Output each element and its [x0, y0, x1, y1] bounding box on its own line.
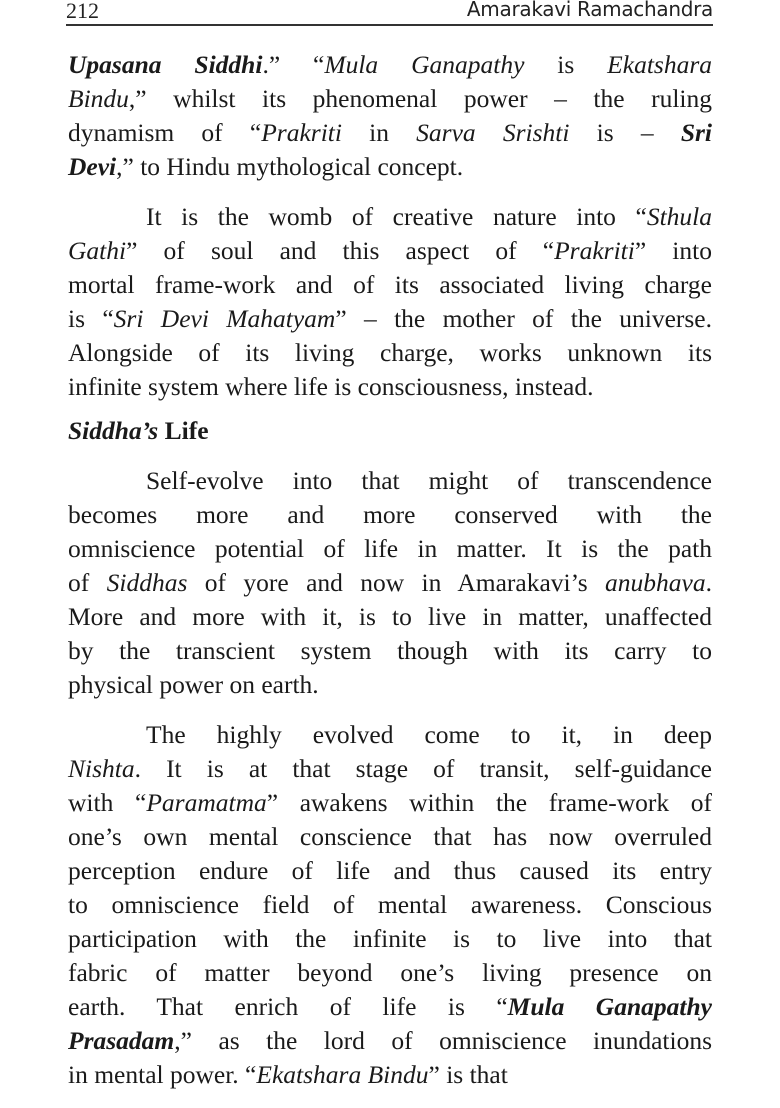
- text-line: participation with the infinite is to live into that: [68, 924, 712, 953]
- paragraph-4: [68, 718, 712, 1092]
- text-line: Alongside of its living charge, works unknown its: [68, 338, 712, 367]
- text-line: Self-evolve into that might of transcendence: [146, 466, 712, 495]
- text-line: in mental power. “Ekatshara Bindu” is that: [68, 1060, 508, 1089]
- text-line: It is the womb of creative nature into “Sthula: [146, 202, 712, 231]
- page-body: [68, 48, 712, 1092]
- section-heading: Siddha’s Life: [68, 416, 209, 445]
- text-line: Devi,” to Hindu mythological concept.: [68, 152, 464, 181]
- text-line: by the transcient system though with its carry to: [68, 636, 712, 665]
- page-header: [66, 0, 713, 26]
- text-line: perception endure of life and thus caused its entry: [68, 856, 712, 885]
- text-line: of Siddhas of yore and now in Amarakavi’s anubhava.: [68, 568, 712, 597]
- text-line: infinite system where life is consciousness, instead.: [68, 372, 594, 401]
- page-number: 212: [66, 0, 99, 23]
- text-line: Nishta. It is at that stage of transit, self-guidance: [68, 754, 712, 783]
- text-line: becomes more and more conserved with the: [68, 500, 712, 529]
- text-line: More and more with it, is to live in matter, unaffected: [68, 602, 712, 631]
- text-line: with “Paramatma” awakens within the frame-work of: [68, 788, 713, 817]
- running-title: Amarakavi Ramachandra: [466, 0, 713, 21]
- text-line: omniscience potential of life in matter. It is the path: [68, 534, 712, 563]
- text-line: The highly evolved come to it, in deep: [146, 720, 712, 749]
- text-line: dynamism of “Prakriti in Sarva Srishti is – Sri: [68, 118, 713, 147]
- text-line: fabric of matter beyond one’s living presence on: [68, 958, 712, 987]
- text-line: Gathi” of soul and this aspect of “Prakriti” into: [68, 236, 712, 265]
- text-line: to omniscience field of mental awareness. Conscious: [68, 890, 712, 919]
- text-line: earth. That enrich of life is “Mula Ganapathy: [68, 992, 712, 1021]
- text-line: Bindu,” whilst its phenomenal power – the ruling: [68, 84, 712, 113]
- text-line: is “Sri Devi Mahatyam” – the mother of the universe.: [68, 304, 712, 333]
- paragraph-3: [68, 464, 712, 702]
- text-line: physical power on earth.: [68, 670, 319, 699]
- text-line: Upasana Siddhi.” “Mula Ganapathy is Ekatshara: [68, 50, 712, 79]
- text-line: one’s own mental conscience that has now overruled: [68, 822, 712, 851]
- text-line: Prasadam,” as the lord of omniscience inundations: [68, 1026, 712, 1055]
- paragraph-1: [68, 48, 712, 184]
- text-line: mortal frame-work and of its associated living charge: [68, 270, 712, 299]
- paragraph-2: [68, 200, 712, 404]
